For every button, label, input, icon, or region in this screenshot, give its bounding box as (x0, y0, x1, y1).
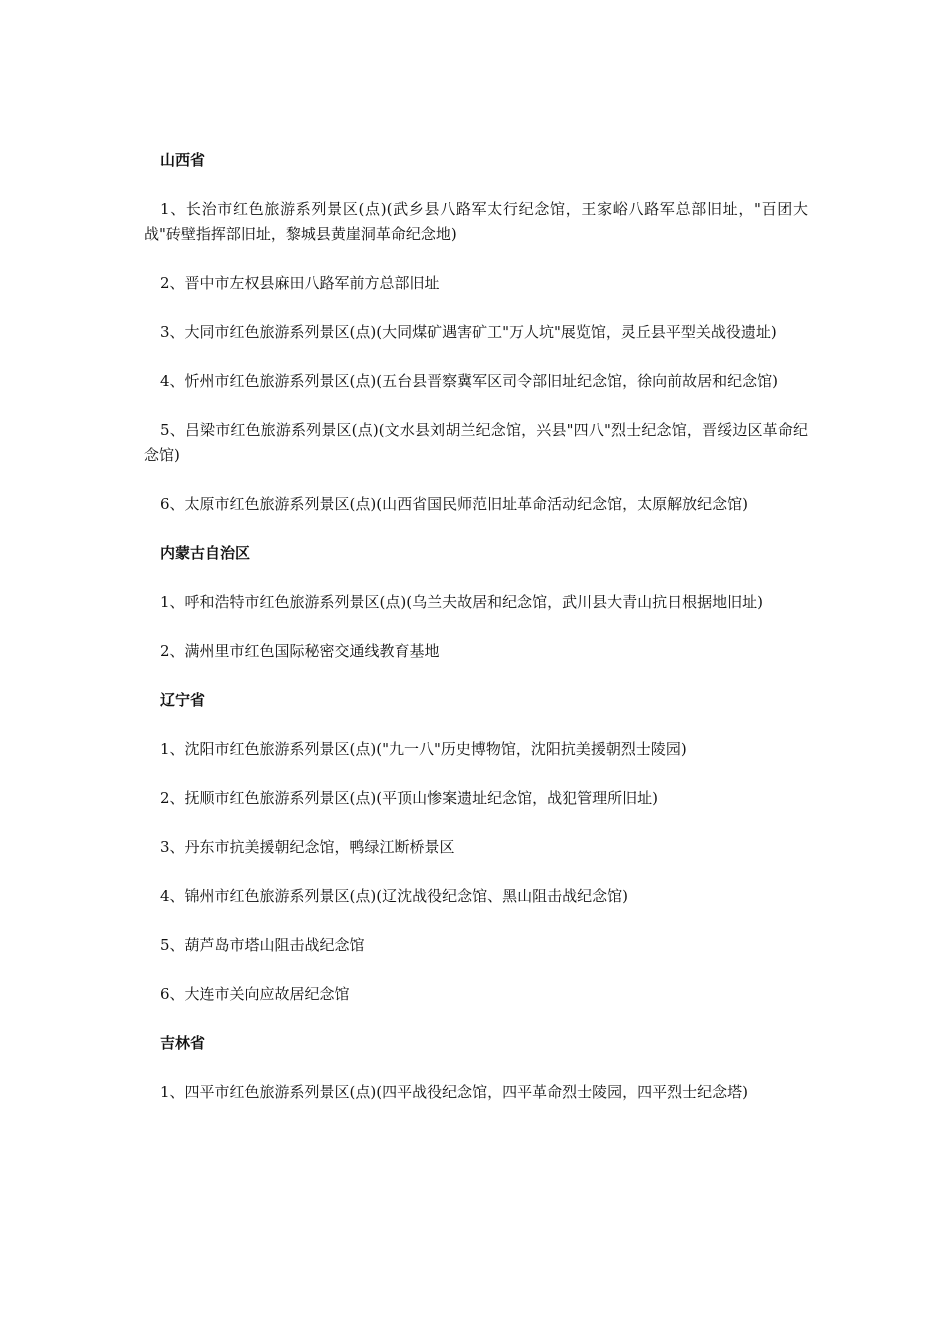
list-item: 1、四平市红色旅游系列景区(点)(四平战役纪念馆，四平革命烈士陵园，四平烈士纪念塔) (160, 1083, 748, 1101)
list-item: 5、吕梁市红色旅游系列景区(点)(文水县刘胡兰纪念馆，兴县"四八"烈士纪念馆，晋绥边区革命纪念馆) (144, 421, 808, 464)
list-item: 6、太原市红色旅游系列景区(点)(山西省国民师范旧址革命活动纪念馆，太原解放纪念馆) (160, 495, 748, 513)
list-item: 6、大连市关向应故居纪念馆 (160, 985, 350, 1003)
section-heading: 辽宁省 (160, 691, 206, 709)
list-item: 5、葫芦岛市塔山阻击战纪念馆 (160, 936, 365, 954)
section-heading: 山西省 (160, 151, 206, 169)
list-item: 4、忻州市红色旅游系列景区(点)(五台县晋察冀军区司令部旧址纪念馆，徐向前故居和纪念馆) (160, 372, 778, 390)
section-liaoning (144, 688, 808, 1007)
list-item: 3、丹东市抗美援朝纪念馆，鸭绿江断桥景区 (160, 838, 455, 856)
section-heading: 吉林省 (160, 1034, 206, 1052)
list-item: 1、沈阳市红色旅游系列景区(点)("九一八"历史博物馆，沈阳抗美援朝烈士陵园) (160, 740, 687, 758)
list-item: 1、呼和浩特市红色旅游系列景区(点)(乌兰夫故居和纪念馆，武川县大青山抗日根据地旧址) (160, 593, 763, 611)
document-body (144, 148, 808, 1129)
list-item: 2、抚顺市红色旅游系列景区(点)(平顶山惨案遗址纪念馆，战犯管理所旧址) (160, 789, 658, 807)
list-item: 4、锦州市红色旅游系列景区(点)(辽沈战役纪念馆、黑山阻击战纪念馆) (160, 887, 628, 905)
section-jilin (144, 1031, 808, 1105)
section-heading: 内蒙古自治区 (160, 544, 251, 562)
section-inner-mongolia (144, 541, 808, 664)
list-item: 1、长治市红色旅游系列景区(点)(武乡县八路军太行纪念馆，王家峪八路军总部旧址，"百团大战"砖壁指挥部旧址，黎城县黄崖洞革命纪念地) (144, 200, 808, 243)
list-item: 2、晋中市左权县麻田八路军前方总部旧址 (160, 274, 440, 292)
section-shanxi (144, 148, 808, 517)
list-item: 3、大同市红色旅游系列景区(点)(大同煤矿遇害矿工"万人坑"展览馆，灵丘县平型关战役遗址) (160, 323, 777, 341)
list-item: 2、满州里市红色国际秘密交通线教育基地 (160, 642, 440, 660)
